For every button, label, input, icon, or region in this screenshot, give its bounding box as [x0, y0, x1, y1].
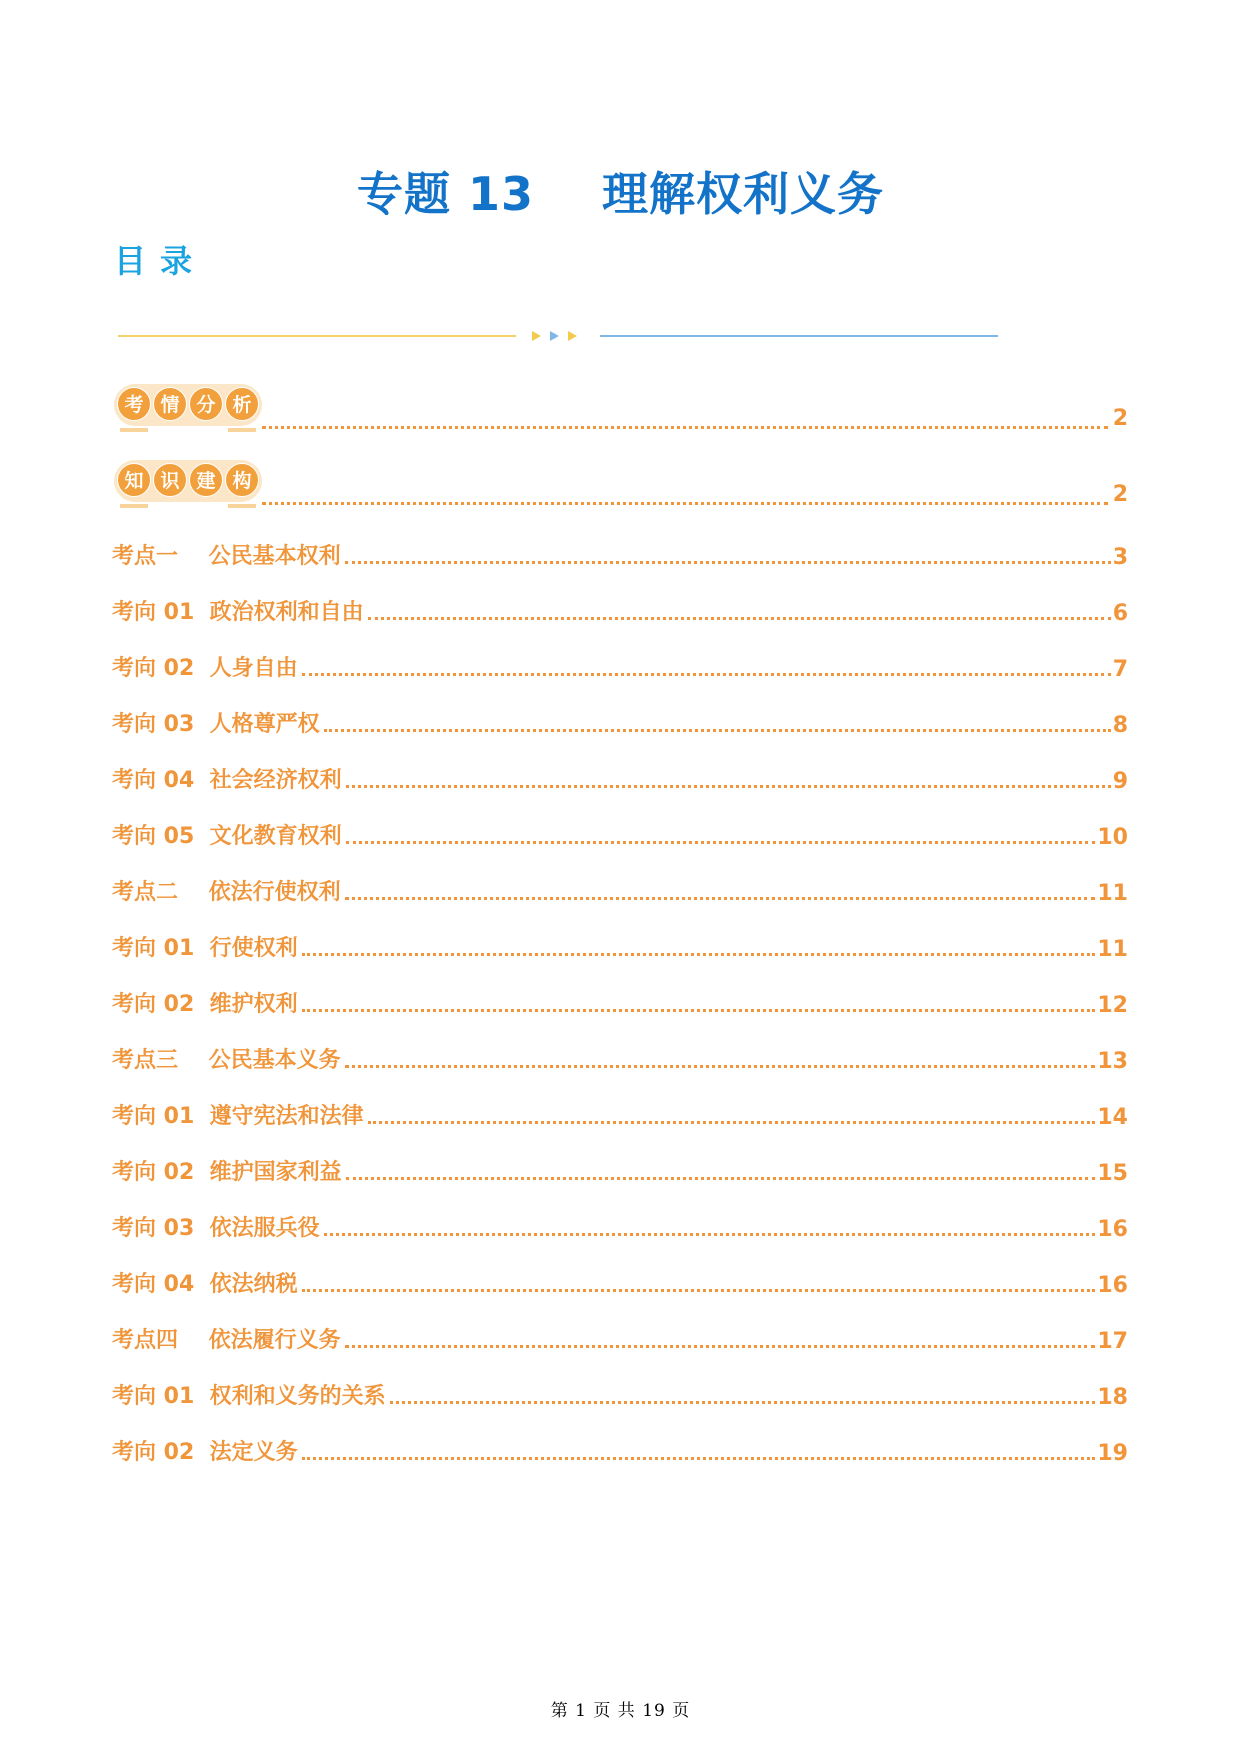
toc-item[interactable]: [112, 1042, 1128, 1074]
toc-item-label: 考向 02 维护权利: [112, 992, 298, 1017]
decorative-divider: [118, 326, 1004, 346]
toc-item[interactable]: [112, 706, 1128, 738]
toc-item-label: 考向 03 人格尊严权: [112, 712, 320, 737]
toc-item[interactable]: [112, 1266, 1128, 1298]
toc-item[interactable]: [112, 818, 1128, 850]
dot-leader: [345, 561, 1111, 564]
dot-leader: [345, 1065, 1096, 1068]
page-number: 17: [1097, 1329, 1128, 1354]
page-number: 16: [1097, 1273, 1128, 1298]
knowledge-structure-badge: [114, 460, 262, 506]
toc-item-label: 考点三 公民基本义务: [112, 1048, 341, 1073]
toc-item-label: 考向 05 文化教育权利: [112, 824, 342, 849]
toc-item-label: 考向 04 社会经济权利: [112, 768, 342, 793]
divider-line-right: [600, 335, 998, 337]
dot-leader: [302, 1009, 1096, 1012]
badge-char: 建: [189, 463, 223, 497]
badge-underline: [120, 504, 148, 508]
page-number: 19: [1097, 1441, 1128, 1466]
page-number: 12: [1097, 993, 1128, 1018]
toc-item-label: 考向 01 行使权利: [112, 936, 298, 961]
page-number: 6: [1112, 601, 1128, 626]
page-number: 2: [1112, 482, 1128, 507]
toc-item[interactable]: [112, 1434, 1128, 1466]
badge-char: 情: [153, 387, 187, 421]
badge-char: 考: [117, 387, 151, 421]
badge-char: 知: [117, 463, 151, 497]
dot-leader: [324, 1233, 1096, 1236]
toc-item[interactable]: [112, 1210, 1128, 1242]
page-number: 11: [1097, 937, 1128, 962]
page-number: 2: [1112, 406, 1128, 431]
toc-item-label: 考点二 依法行使权利: [112, 880, 341, 905]
page-number: 11: [1097, 881, 1128, 906]
dot-leader: [262, 500, 1108, 505]
toc-item-label: 考向 01 遵守宪法和法律: [112, 1104, 364, 1129]
page-number: 15: [1097, 1161, 1128, 1186]
toc-item-label: 考向 01 政治权利和自由: [112, 600, 364, 625]
badge-char: 析: [225, 387, 259, 421]
toc-item-label: 考向 02 人身自由: [112, 656, 298, 681]
exam-analysis-badge: [114, 384, 262, 430]
dot-leader: [302, 1457, 1096, 1460]
divider-line-left: [118, 335, 516, 337]
dot-leader: [368, 1121, 1096, 1124]
dot-leader: [302, 1289, 1096, 1292]
toc-item-label: 考向 02 法定义务: [112, 1440, 298, 1465]
dot-leader: [346, 785, 1111, 788]
dot-leader: [262, 424, 1108, 429]
page-number: 9: [1112, 769, 1128, 794]
badge-char: 构: [225, 463, 259, 497]
toc-item-label: 考向 01 权利和义务的关系: [112, 1384, 386, 1409]
page-footer: 第 1 页 共 19 页: [550, 1701, 691, 1721]
toc-entry-knowledge-structure[interactable]: [0, 460, 1241, 520]
dot-leader: [302, 953, 1096, 956]
dot-leader: [390, 1401, 1096, 1404]
page-number: 14: [1097, 1105, 1128, 1130]
page-number: 3: [1112, 545, 1128, 570]
toc-item-label: 考向 04 依法纳税: [112, 1272, 298, 1297]
toc-entry-exam-analysis[interactable]: [0, 384, 1241, 444]
toc-item[interactable]: [112, 538, 1128, 570]
toc-item[interactable]: [112, 1322, 1128, 1354]
page-number: 16: [1097, 1217, 1128, 1242]
page-title: 专题 13 理解权利义务: [356, 167, 885, 221]
toc-item[interactable]: [112, 930, 1128, 962]
dot-leader: [368, 617, 1111, 620]
page-number: 18: [1097, 1385, 1128, 1410]
toc-item[interactable]: [112, 1378, 1128, 1410]
page-number: 7: [1112, 657, 1128, 682]
badge-char: 分: [189, 387, 223, 421]
dot-leader: [345, 897, 1096, 900]
dot-leader: [302, 673, 1111, 676]
toc-item-label: 考点四 依法履行义务: [112, 1328, 341, 1353]
page-number: 10: [1097, 825, 1128, 850]
toc-item[interactable]: [112, 986, 1128, 1018]
toc-heading: 目录: [114, 242, 207, 280]
dot-leader: [346, 841, 1096, 844]
toc-item-label: 考向 03 依法服兵役: [112, 1216, 320, 1241]
toc-item[interactable]: [112, 650, 1128, 682]
badge-underline: [120, 428, 148, 432]
badge-char: 识: [153, 463, 187, 497]
badge-underline: [228, 428, 256, 432]
page-number: 13: [1097, 1049, 1128, 1074]
toc-item[interactable]: [112, 594, 1128, 626]
arrows-icon: [528, 328, 588, 344]
dot-leader: [346, 1177, 1096, 1180]
dot-leader: [345, 1345, 1096, 1348]
toc-item[interactable]: [112, 762, 1128, 794]
toc-item[interactable]: [112, 1154, 1128, 1186]
dot-leader: [324, 729, 1111, 732]
badge-underline: [228, 504, 256, 508]
toc-item[interactable]: [112, 1098, 1128, 1130]
toc-item-label: 考点一 公民基本权利: [112, 544, 341, 569]
toc-item[interactable]: [112, 874, 1128, 906]
page-number: 8: [1112, 713, 1128, 738]
toc-item-label: 考向 02 维护国家利益: [112, 1160, 342, 1185]
